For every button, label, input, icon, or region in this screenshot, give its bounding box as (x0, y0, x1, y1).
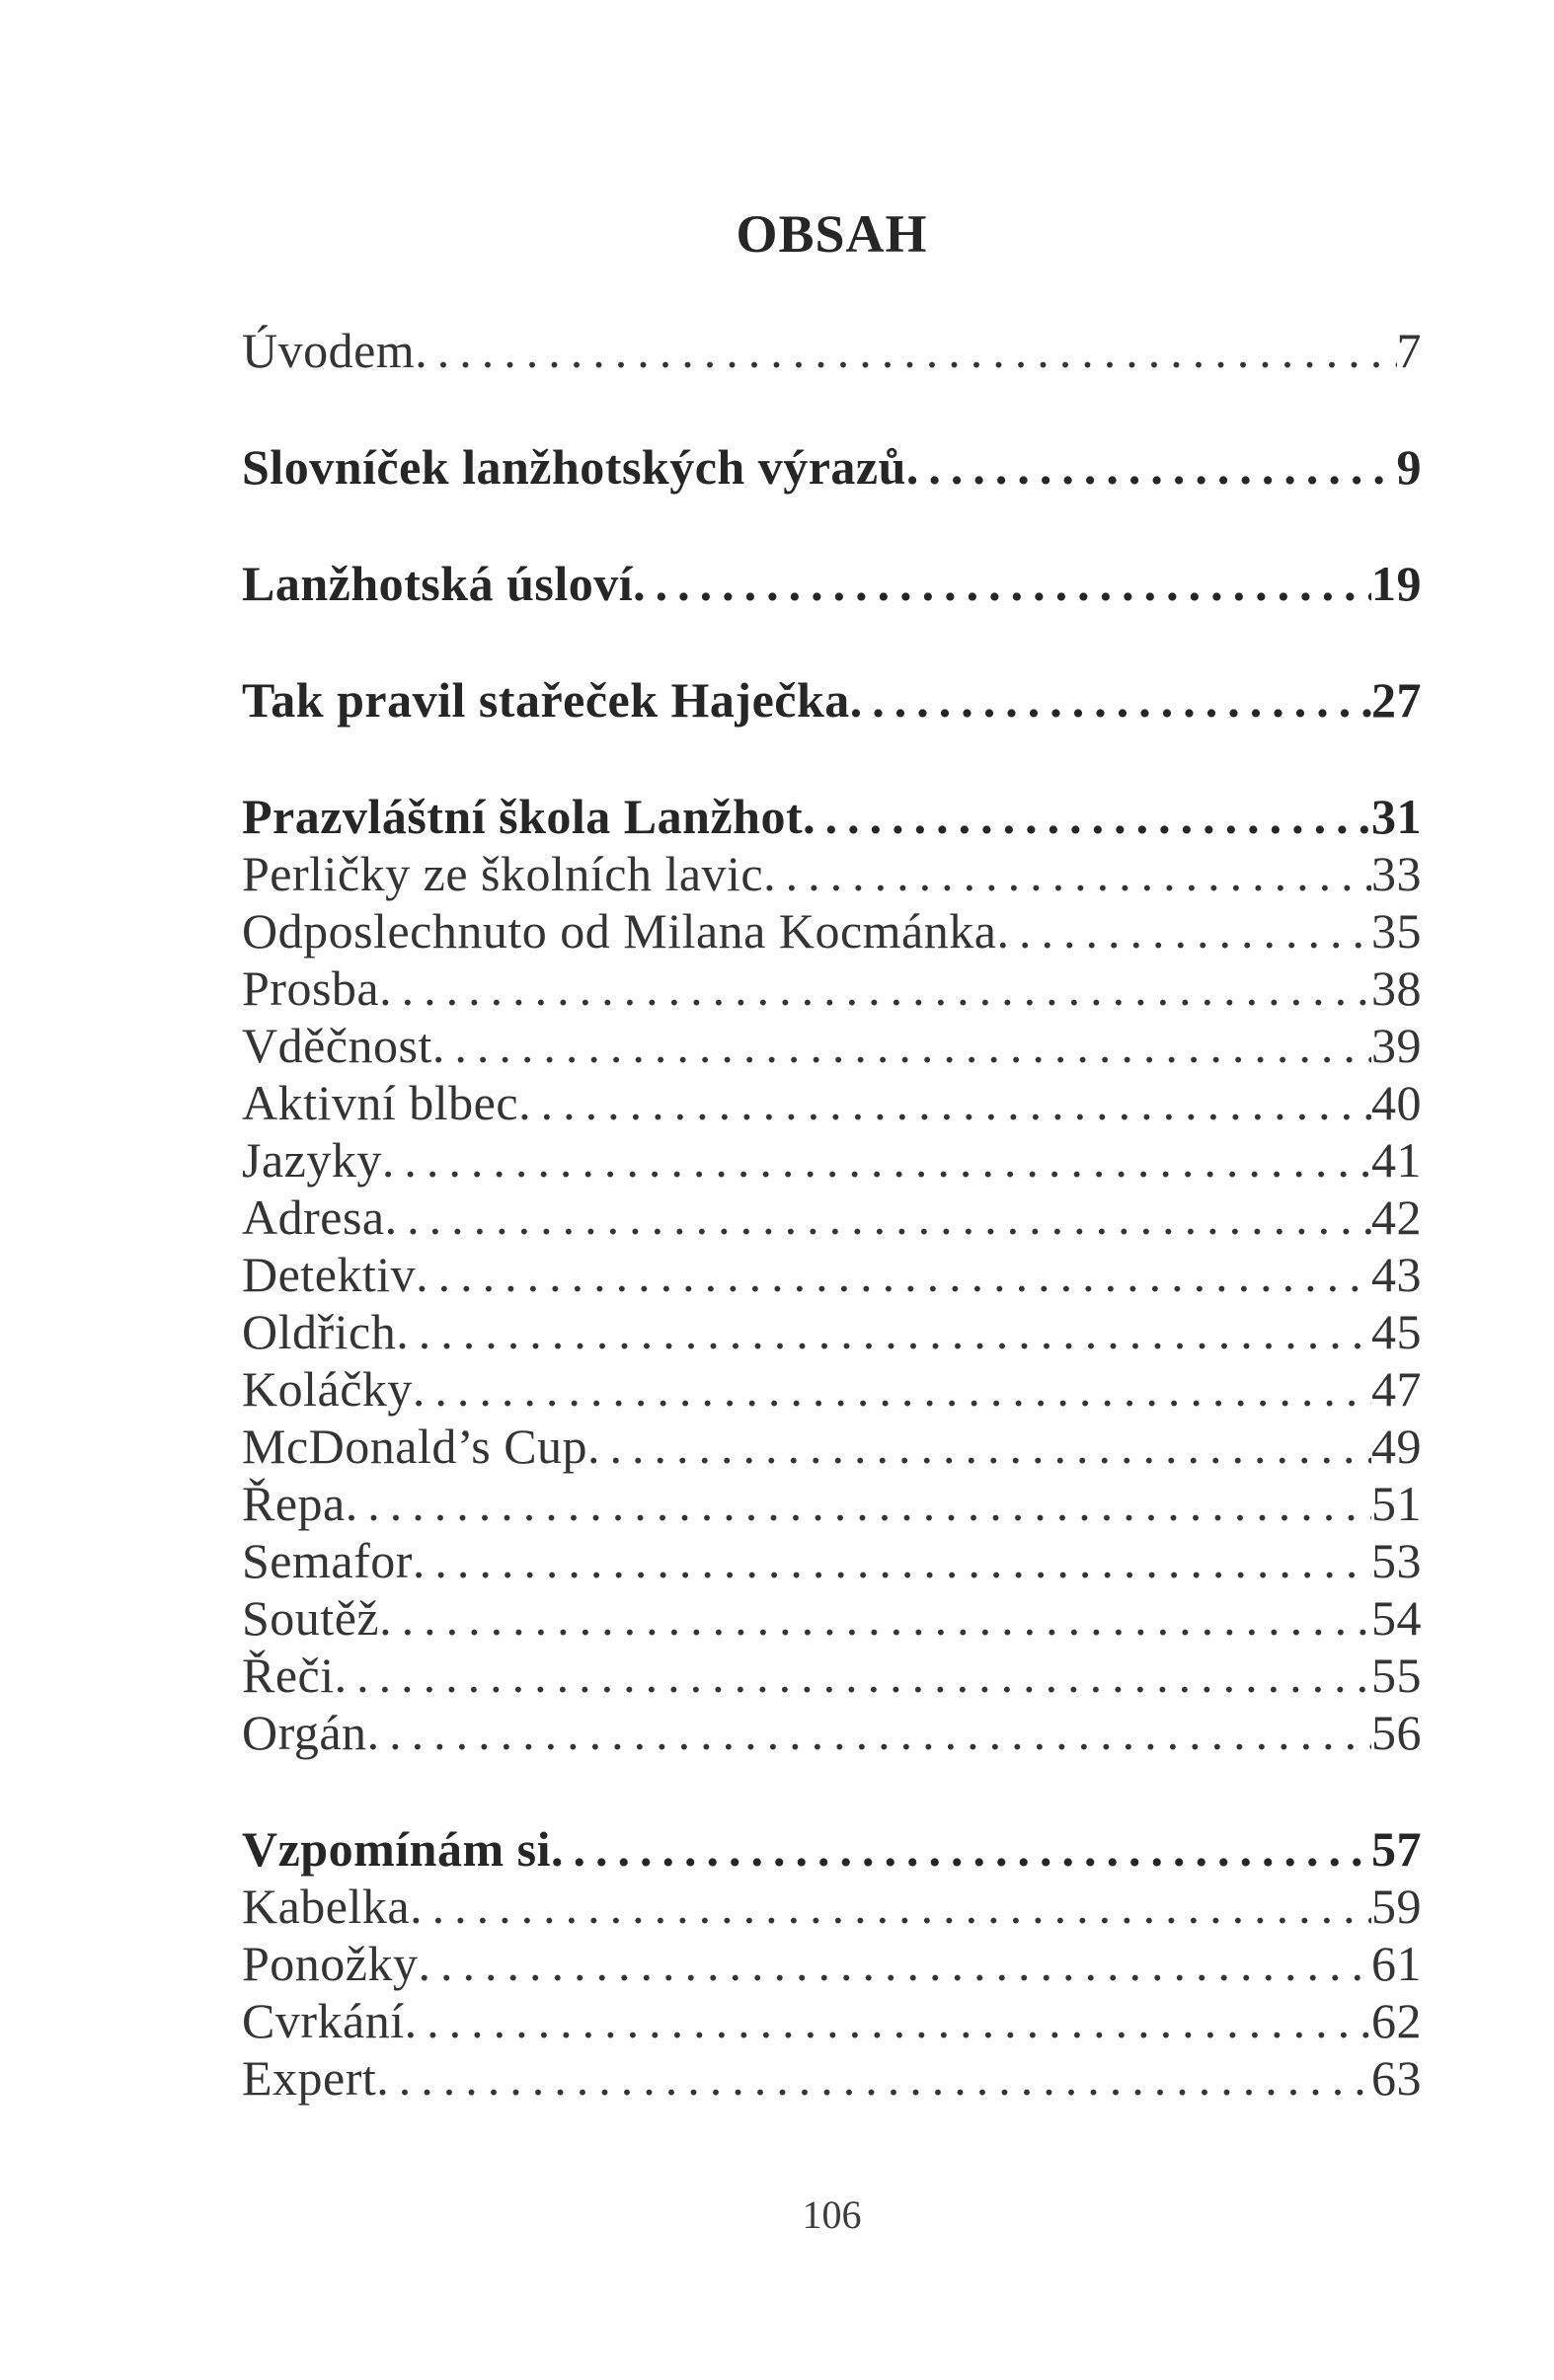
toc-entry-leader-dots (587, 1418, 1371, 1475)
toc-entry-label: Perličky ze školních lavic (242, 846, 764, 901)
toc-entry-page: 31 (1371, 789, 1422, 844)
toc-entry-leader-dots (633, 555, 1371, 612)
toc-entry (242, 1074, 1422, 1131)
toc-entry (242, 1935, 1422, 1992)
toc-entry (242, 845, 1422, 902)
toc-entry (242, 788, 1422, 845)
toc-entry-label: Prazvláštní škola Lanžhot (242, 789, 804, 844)
toc-entry-page: 53 (1371, 1533, 1422, 1588)
toc-entry (242, 960, 1422, 1017)
toc-entry-page: 9 (1396, 439, 1422, 495)
toc-entry-page: 63 (1371, 2050, 1422, 2106)
toc-entry-page: 19 (1371, 556, 1422, 611)
toc-entry-page: 42 (1371, 1190, 1422, 1245)
toc-entry (242, 1647, 1422, 1704)
toc-entry-page: 35 (1371, 903, 1422, 959)
toc-entry-leader-dots (413, 1532, 1371, 1589)
toc-entry (242, 1360, 1422, 1418)
toc-entry-leader-dots (763, 845, 1371, 902)
toc-entry-label: Cvrkání (242, 1993, 405, 2048)
toc-entry (242, 1017, 1422, 1074)
toc-entry (242, 902, 1422, 960)
toc-entry-page: 39 (1371, 1018, 1422, 1073)
toc-entry-leader-dots (376, 2049, 1371, 2107)
toc-entry-label: Vzpomínám si (242, 1821, 551, 1877)
toc-entry-leader-dots (367, 1704, 1371, 1761)
toc-entry (242, 1189, 1422, 1246)
toc-entry-page: 54 (1371, 1590, 1422, 1646)
toc-entry (242, 671, 1422, 729)
toc-entry (242, 1992, 1422, 2049)
toc-entry-page: 49 (1371, 1419, 1422, 1474)
toc-entry-leader-dots (906, 438, 1397, 496)
toc-entry-leader-dots (518, 1074, 1371, 1131)
toc-entry-leader-dots (335, 1647, 1371, 1704)
toc-entry-label: Lanžhotská úsloví (242, 556, 634, 611)
toc-entry (242, 1704, 1422, 1761)
toc-entry-label: Koláčky (242, 1361, 413, 1417)
toc-entry-page: 27 (1371, 672, 1422, 728)
toc-entry (242, 1246, 1422, 1303)
toc-entry-label: Odposlechnuto od Milana Kocmánka (242, 903, 997, 959)
toc-entry-page: 55 (1371, 1648, 1422, 1703)
toc-entry-leader-dots (432, 1017, 1371, 1074)
toc-entry-page: 57 (1371, 1821, 1422, 1877)
toc-entry-leader-dots (415, 322, 1396, 379)
toc-entry-label: Kabelka (242, 1879, 411, 1934)
toc-entry-label: Soutěž (242, 1590, 380, 1646)
toc-entry-label: Aktivní blbec (242, 1075, 519, 1130)
toc-entry (242, 1532, 1422, 1589)
toc-entry-page: 62 (1371, 1993, 1422, 2048)
toc-entry-leader-dots (551, 1820, 1371, 1878)
toc-entry-leader-dots (405, 1992, 1371, 2049)
toc-entry-page: 45 (1371, 1304, 1422, 1359)
toc-entry-label: Jazyky (242, 1132, 382, 1188)
toc-entry-leader-dots (379, 960, 1371, 1017)
toc-entry-label: Orgán (242, 1705, 367, 1760)
toc-entry-label: Oldřich (242, 1304, 397, 1359)
toc-entry (242, 1418, 1422, 1475)
page-title: OBSAH (736, 204, 928, 264)
toc-page (242, 0, 1422, 2244)
toc-entry-label: Ponožky (242, 1936, 419, 1991)
toc-entry (242, 322, 1422, 379)
toc-entry-label: Úvodem (242, 323, 416, 378)
toc-entry-page: 7 (1396, 323, 1422, 378)
toc-entry (242, 1589, 1422, 1647)
toc-entry-leader-dots (850, 671, 1371, 729)
toc-entry-page: 33 (1371, 846, 1422, 901)
toc-entry-page: 51 (1371, 1476, 1422, 1531)
toc-entry (242, 1131, 1422, 1189)
toc-entry-leader-dots (996, 902, 1371, 960)
toc-entry-page: 47 (1371, 1361, 1422, 1417)
toc-entry-label: Prosba (242, 960, 380, 1016)
toc-entry-page: 59 (1371, 1879, 1422, 1934)
toc-entry-label: Semafor (242, 1533, 413, 1588)
toc-entry (242, 1475, 1422, 1532)
toc-entry-label: Expert (242, 2050, 377, 2106)
toc-entry-leader-dots (803, 788, 1371, 845)
toc-entry (242, 2049, 1422, 2107)
toc-entry-leader-dots (346, 1475, 1371, 1532)
toc-entry-label: Řepa (242, 1476, 346, 1531)
toc-entry-label: McDonald’s Cup (242, 1419, 588, 1474)
toc-entry (242, 1878, 1422, 1935)
toc-entry-leader-dots (396, 1303, 1371, 1360)
toc-entry-label: Řeči (242, 1648, 335, 1703)
toc-entry-page: 41 (1371, 1132, 1422, 1188)
toc-entry (242, 1820, 1422, 1878)
toc-entries (242, 322, 1422, 2107)
toc-entry-page: 43 (1371, 1247, 1422, 1302)
toc-entry-page: 61 (1371, 1936, 1422, 1991)
toc-entry-label: Detektiv (242, 1247, 417, 1302)
toc-entry (242, 438, 1422, 496)
toc-entry-leader-dots (382, 1131, 1371, 1189)
toc-entry (242, 1303, 1422, 1360)
toc-entry-page: 40 (1371, 1075, 1422, 1130)
toc-entry-leader-dots (385, 1189, 1371, 1246)
toc-entry-leader-dots (379, 1589, 1371, 1647)
toc-entry-label: Slovníček lanžhotských výrazů (242, 439, 906, 495)
toc-entry-leader-dots (419, 1935, 1372, 1992)
toc-entry-page: 38 (1371, 960, 1422, 1016)
toc-entry-leader-dots (416, 1246, 1371, 1303)
toc-entry-label: Adresa (242, 1190, 385, 1245)
toc-entry-label: Tak pravil stařeček Haječka (242, 672, 850, 728)
toc-entry-label: Vděčnost (242, 1018, 432, 1073)
toc-entry-page: 56 (1371, 1705, 1422, 1760)
footer-page-number: 106 (802, 2192, 862, 2237)
toc-entry-leader-dots (413, 1360, 1371, 1418)
toc-entry (242, 555, 1422, 612)
toc-entry-leader-dots (410, 1878, 1371, 1935)
